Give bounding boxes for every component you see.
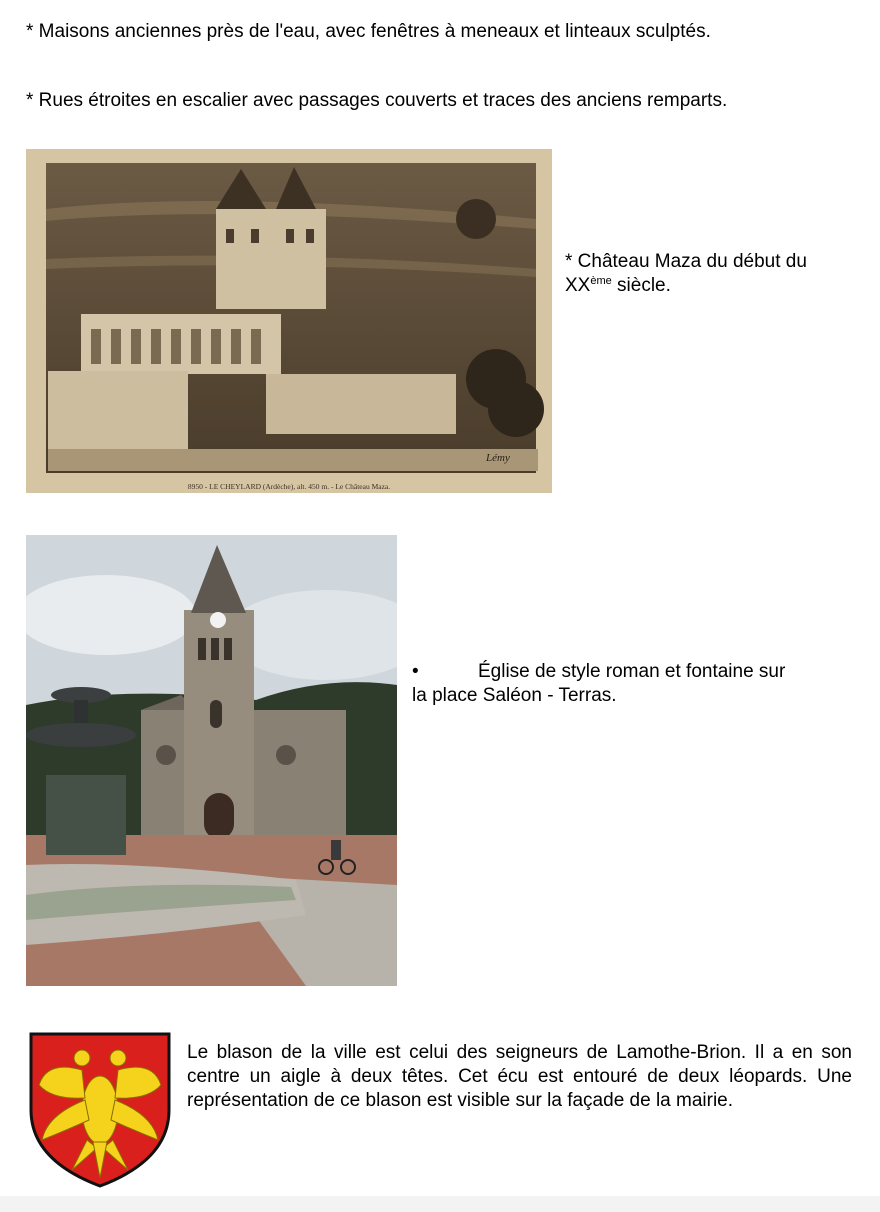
church-caption-line1: • Église de style roman et fontaine sur xyxy=(412,661,786,682)
chateau-maza-postcard xyxy=(26,149,552,493)
chateau-maza-photo xyxy=(26,149,552,493)
postcard-caption: 8950 - LE CHEYLARD (Ardèche), alt. 450 m. - Le Château Maza. xyxy=(187,482,391,491)
page-bottom-strip xyxy=(0,1196,880,1212)
church-photo-image xyxy=(26,535,397,986)
blason-paragraph: Le blason de la ville est celui des seigneurs de Lamothe-Brion. Il a en son centre un aigle à deux têtes. Cet écu est entouré de deux léopards. Une représentation de ce blason est visible sur la façade de la mairie. xyxy=(187,1042,852,1111)
chateau-caption-line2: XXème siècle. xyxy=(565,275,671,296)
bullet-icon: • xyxy=(412,661,419,682)
church-caption xyxy=(412,660,862,708)
coat-of-arms xyxy=(27,1030,173,1190)
chateau-caption xyxy=(565,250,865,298)
bullet-houses: * Maisons anciennes près de l'eau, avec fenêtres à meneaux et linteaux sculptés. xyxy=(26,21,711,42)
eagle-shield-icon xyxy=(27,1030,173,1190)
postcard-signature: Lémy xyxy=(486,452,510,464)
church-caption-line2: la place Saléon - Terras. xyxy=(412,685,617,706)
chateau-caption-line1: * Château Maza du début du xyxy=(565,251,807,272)
church-photo xyxy=(26,535,397,986)
bullet-streets: * Rues étroites en escalier avec passages couverts et traces des anciens remparts. xyxy=(26,90,728,111)
